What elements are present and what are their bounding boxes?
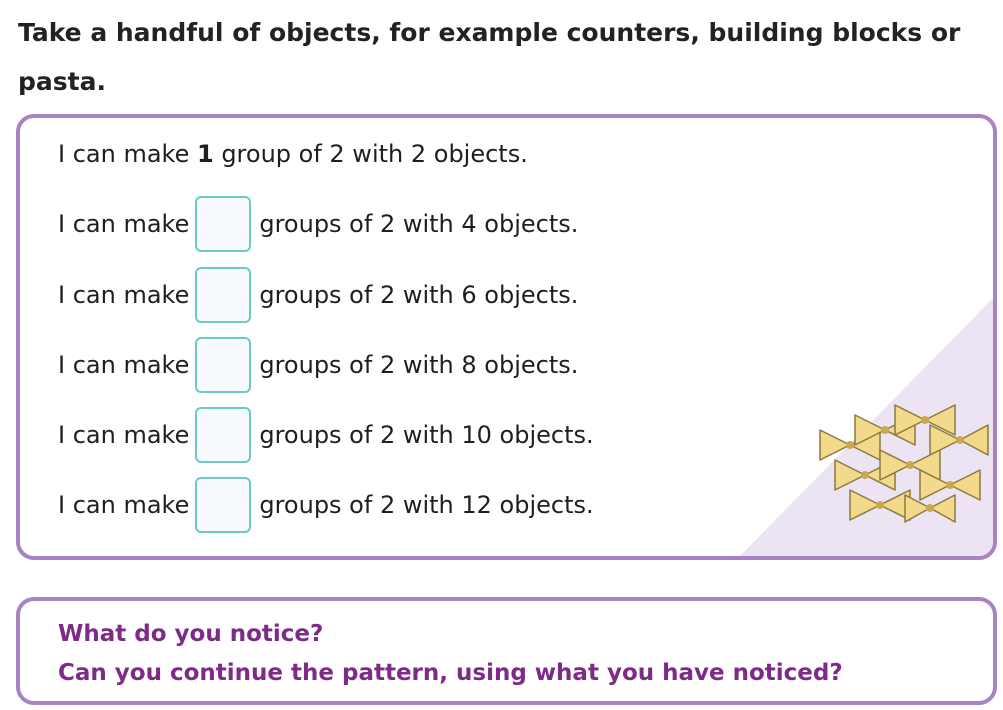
notice-question-1: What do you notice? <box>58 621 324 647</box>
answer-box[interactable] <box>195 477 251 533</box>
statement-row <box>58 196 578 252</box>
statement-suffix: groups of 2 with 6 objects. <box>259 281 579 309</box>
statement-prefix: I can make <box>58 421 190 449</box>
statement-suffix: group of 2 with 2 objects. <box>213 140 528 168</box>
statement-number: 1 <box>196 140 214 168</box>
statement-suffix: groups of 2 with 10 objects. <box>259 421 594 449</box>
statement-row <box>58 407 594 463</box>
statement-row <box>58 337 578 393</box>
answer-box[interactable] <box>195 337 251 393</box>
answer-box[interactable] <box>195 196 251 252</box>
statement-row <box>58 477 594 533</box>
statement-suffix: groups of 2 with 8 objects. <box>259 351 579 379</box>
statements-panel <box>16 114 997 560</box>
statement-example <box>58 140 528 168</box>
answer-box[interactable] <box>195 267 251 323</box>
statement-prefix: I can make <box>58 140 197 168</box>
statement-prefix: I can make <box>58 351 190 379</box>
instruction-line-1: Take a handful of objects, for example counters, building blocks or pasta. <box>18 18 961 96</box>
notice-panel <box>16 597 997 705</box>
pasta-pile-icon <box>810 390 990 530</box>
notice-question-2: Can you continue the pattern, using what you have noticed? <box>58 660 843 686</box>
statement-prefix: I can make <box>58 491 190 519</box>
statement-prefix: I can make <box>58 210 190 238</box>
statement-row <box>58 267 578 323</box>
statement-prefix: I can make <box>58 281 190 309</box>
answer-box[interactable] <box>195 407 251 463</box>
statement-suffix: groups of 2 with 4 objects. <box>259 210 579 238</box>
statement-suffix: groups of 2 with 12 objects. <box>259 491 594 519</box>
